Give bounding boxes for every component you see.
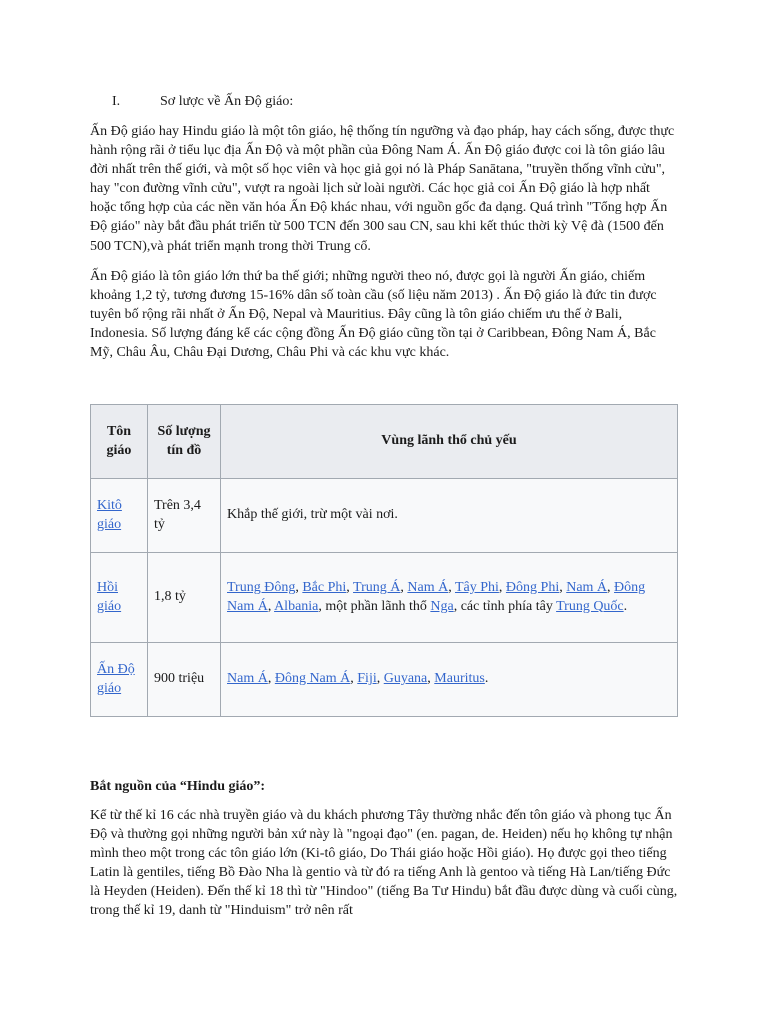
regions-cell [221, 479, 678, 553]
section-heading [112, 92, 293, 112]
origin-paragraph: Kể từ thế kỉ 16 các nhà truyền giáo và du khách phương Tây thường nhắc đến tôn giáo và phong tục Ấn Độ và thường gọi những người bản xứ này là "ngoại đạo" (en. pagan, de. Heiden) nếu họ không tự nhận mình theo một trong các tôn giáo lớn (Ki-tô giáo, Do Thái giáo hoặc Hồi giáo). Họ được gọi theo tiếng Latin là gentiles, tiếng Bồ Đào Nha là gentio và từ đó ra tiếng Anh là gentoo và tiếng Hà Lan/tiếng Đức là Heyden (Heiden). Đến thế kỉ 18 thì từ "Hindoo" (tiếng Ba Tư Hindu) bắt đầu được dùng và cuối cùng, trong thế kỉ 19, danh từ "Hinduism" trở nên rất [90, 808, 678, 919]
region-link[interactable]: Đông Nam Á [227, 580, 646, 614]
header-religion: Tôn giáo [91, 405, 148, 479]
region-text: , [295, 580, 303, 595]
region-text: , [350, 671, 358, 687]
followers-cell: Trên 3,4 tỷ [148, 479, 221, 553]
region-text: , [498, 580, 506, 595]
religion-cell[interactable] [91, 553, 148, 643]
religion-cell[interactable] [91, 643, 148, 717]
region-text: . [623, 598, 628, 614]
region-text: , [559, 580, 567, 595]
region-link[interactable]: Nga [430, 598, 454, 614]
region-link[interactable]: Trung Á [353, 580, 401, 595]
section-number: I. [112, 94, 121, 109]
followers-cell: 1,8 tỷ [148, 553, 221, 643]
regions-cell [221, 553, 678, 643]
religion-table [90, 404, 678, 717]
followers-cell: 900 triệu [148, 643, 221, 717]
region-link[interactable]: Nam Á [407, 580, 449, 595]
region-text: , [448, 580, 455, 595]
region-text: , các tỉnh phía tây [453, 598, 557, 614]
section-title: Sơ lược về Ấn Độ giáo: [160, 94, 294, 109]
region-text: . [484, 671, 489, 687]
region-link[interactable]: Albania [274, 598, 319, 614]
table-row [91, 553, 678, 643]
religion-link[interactable]: Hồi giáo [97, 580, 122, 614]
region-text: , [607, 580, 615, 595]
region-text: , [400, 580, 408, 595]
region-link[interactable]: Guyana [383, 671, 428, 687]
table-row [91, 643, 678, 717]
region-text: , [267, 598, 275, 614]
regions-cell [221, 643, 678, 717]
region-link[interactable]: Đông Phi [505, 580, 560, 595]
religion-link[interactable]: Ấn Độ giáo [97, 662, 135, 696]
religion-link[interactable]: Kitô giáo [97, 498, 122, 532]
header-followers: Số lượng tín đồ [148, 405, 221, 479]
religion-cell[interactable] [91, 479, 148, 553]
region-link[interactable]: Trung Đông [227, 580, 296, 595]
region-link[interactable]: Fiji [357, 671, 377, 687]
intro-paragraph: Ấn Độ giáo hay Hindu giáo là một tôn giáo, hệ thống tín ngưỡng và đạo pháp, hay cách sống, được thực hành rộng rãi ở tiểu lục địa Ấn Độ và một phần của Đông Nam Á. Ấn Độ giáo được coi là tôn giáo lâu đời nhất trên thế giới, và một số học viên và học giả gọi nó là Pháp Sanātana, "truyền thống vĩnh cửu", hay "con đường vĩnh cửu", vượt ra ngoài lịch sử loài người. Các học giả coi Ấn Độ giáo là hợp nhất hoặc tổng hợp của các nền văn hóa Ấn Độ khác nhau, với nguồn gốc đa dạng. Quá trình "Tổng hợp Ấn Độ giáo" này bắt đầu phát triển từ 500 TCN đến 300 sau CN, sau khi kết thúc thời kỳ Vệ đà (1500 đến 500 TCN),và phát triển mạnh trong thời Trung cổ. [90, 124, 675, 254]
region-text: , [346, 580, 354, 595]
region-text: , một phần lãnh thổ [318, 598, 431, 614]
region-text: Khắp thế giới, trừ một vài nơi. [227, 507, 398, 523]
region-link[interactable]: Trung Quốc [556, 598, 624, 614]
header-regions: Vùng lãnh thổ chủ yếu [221, 405, 678, 479]
table-header-row [91, 405, 678, 479]
region-link[interactable]: Tây Phi [454, 580, 499, 595]
region-link[interactable]: Nam Á [566, 580, 608, 595]
region-text: , [427, 671, 435, 687]
statistics-paragraph: Ấn Độ giáo là tôn giáo lớn thứ ba thế giới; những người theo nó, được gọi là người Ấn giáo, chiếm khoảng 1,2 tỷ, tương đương 15-16% dân số toàn cầu (số liệu năm 2013) . Ấn Độ giáo là đức tin được tuyên bố rộng rãi nhất ở Ấn Độ, Nepal và Mauritius. Đây cũng là tôn giáo chiếm ưu thế ở Bali, Indonesia. Số lượng đáng kể các cộng đồng Ấn Độ giáo cũng tồn tại ở Caribbean, Đông Nam Á, Bắc Mỹ, Châu Âu, Châu Đại Dương, Châu Phi và các khu vực khác. [90, 269, 657, 361]
region-text: , [376, 671, 384, 687]
region-link[interactable]: Nam Á [227, 671, 268, 687]
table-row [91, 479, 678, 553]
region-text: , [267, 671, 275, 687]
region-link[interactable]: Đông Nam Á [274, 671, 351, 687]
region-link[interactable]: Bắc Phi [302, 580, 347, 595]
origin-heading: Bắt nguồn của “Hindu giáo”: [90, 779, 266, 794]
region-link[interactable]: Mauritus [434, 671, 485, 687]
